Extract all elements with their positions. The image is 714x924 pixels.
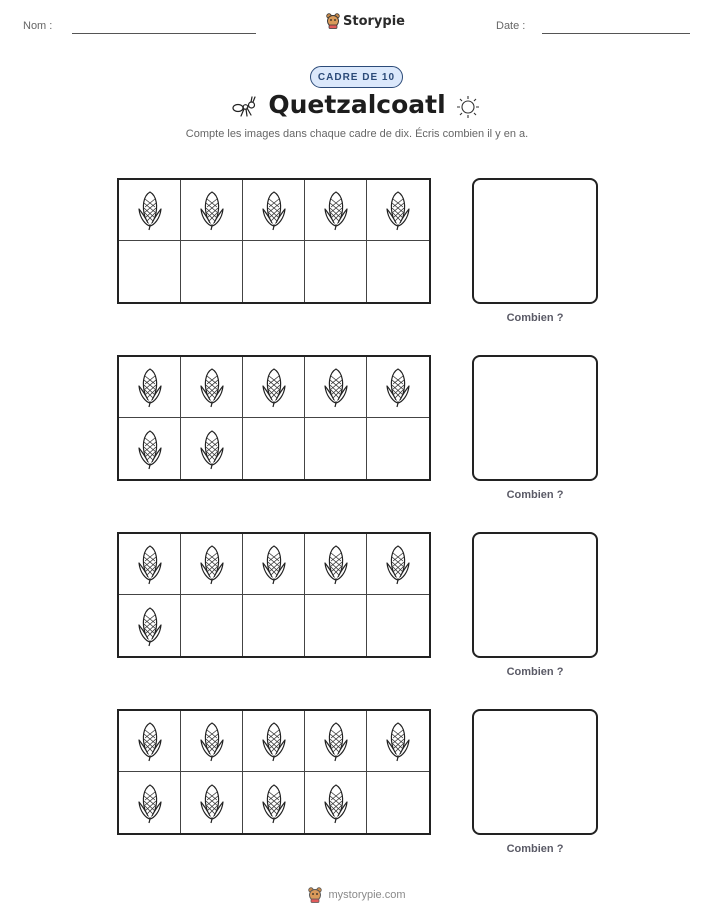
sun-icon (455, 95, 481, 119)
frame-cell (305, 241, 367, 302)
frame-cell (181, 534, 243, 595)
corn-icon (259, 366, 289, 408)
brand-logo (326, 13, 405, 29)
frame-cell (119, 711, 181, 772)
corn-icon (259, 543, 289, 585)
corn-icon (197, 366, 227, 408)
bear-icon (308, 887, 322, 903)
corn-icon (197, 543, 227, 585)
name-label: Nom : (23, 20, 53, 32)
frame-cell (243, 357, 305, 418)
answer-prompt: Combien ? (506, 666, 564, 678)
frame-cell (119, 595, 181, 656)
corn-icon (321, 189, 351, 231)
frame-cell (119, 357, 181, 418)
corn-icon (383, 543, 413, 585)
answer-box[interactable] (472, 178, 598, 304)
frame-cell (243, 595, 305, 656)
corn-icon (259, 782, 289, 824)
frame-cell (181, 180, 243, 241)
frame-cell (119, 534, 181, 595)
frame-cell (119, 241, 181, 302)
frame-cell (181, 418, 243, 479)
frame-cell (119, 180, 181, 241)
corn-icon (135, 189, 165, 231)
answer-box[interactable] (472, 355, 598, 481)
frame-cell (243, 241, 305, 302)
frame-cell (181, 357, 243, 418)
brand-name: Storypie (343, 13, 405, 29)
corn-icon (321, 543, 351, 585)
corn-icon (197, 720, 227, 762)
name-line[interactable] (72, 33, 256, 34)
frame-cell (181, 595, 243, 656)
frame-cell (305, 711, 367, 772)
frame-cell (367, 357, 429, 418)
page-title: Quetzalcoatl (268, 90, 446, 119)
frame-cell (367, 711, 429, 772)
corn-icon (383, 189, 413, 231)
corn-icon (321, 366, 351, 408)
frame-cell (305, 180, 367, 241)
corn-icon (197, 189, 227, 231)
ten-frame (117, 709, 431, 835)
corn-icon (135, 366, 165, 408)
corn-icon (321, 782, 351, 824)
corn-icon (383, 366, 413, 408)
frame-cell (243, 534, 305, 595)
ten-frame (117, 532, 431, 658)
frame-cell (367, 595, 429, 656)
worksheet-type-badge: CADRE DE 10 (310, 66, 403, 88)
corn-icon (135, 428, 165, 470)
date-label: Date : (496, 20, 526, 32)
corn-icon (321, 720, 351, 762)
frame-cell (305, 595, 367, 656)
corn-icon (259, 720, 289, 762)
frame-cell (367, 418, 429, 479)
date-line[interactable] (542, 33, 690, 34)
corn-icon (135, 720, 165, 762)
frame-cell (181, 711, 243, 772)
ten-frame (117, 355, 431, 481)
frame-cell (305, 357, 367, 418)
bear-icon (326, 13, 340, 29)
frame-cell (243, 180, 305, 241)
frame-cell (119, 772, 181, 833)
answer-prompt: Combien ? (506, 312, 564, 324)
frame-cell (243, 711, 305, 772)
corn-icon (135, 782, 165, 824)
frame-cell (243, 772, 305, 833)
footer-url[interactable]: mystorypie.com (328, 889, 406, 901)
answer-prompt: Combien ? (506, 489, 564, 501)
corn-icon (135, 543, 165, 585)
frame-cell (305, 772, 367, 833)
frame-cell (119, 418, 181, 479)
answer-box[interactable] (472, 532, 598, 658)
frame-cell (367, 772, 429, 833)
answer-prompt: Combien ? (506, 843, 564, 855)
corn-icon (197, 428, 227, 470)
footer (0, 887, 714, 903)
frame-cell (367, 241, 429, 302)
frame-cell (367, 534, 429, 595)
frame-cell (243, 418, 305, 479)
frame-cell (181, 772, 243, 833)
corn-icon (383, 720, 413, 762)
frame-cell (305, 534, 367, 595)
corn-icon (197, 782, 227, 824)
corn-icon (259, 189, 289, 231)
answer-box[interactable] (472, 709, 598, 835)
frame-cell (181, 241, 243, 302)
corn-icon (135, 605, 165, 647)
frame-cell (305, 418, 367, 479)
ten-frame (117, 178, 431, 304)
instructions: Compte les images dans chaque cadre de dix. Écris combien il y en a. (185, 128, 529, 140)
frame-cell (367, 180, 429, 241)
